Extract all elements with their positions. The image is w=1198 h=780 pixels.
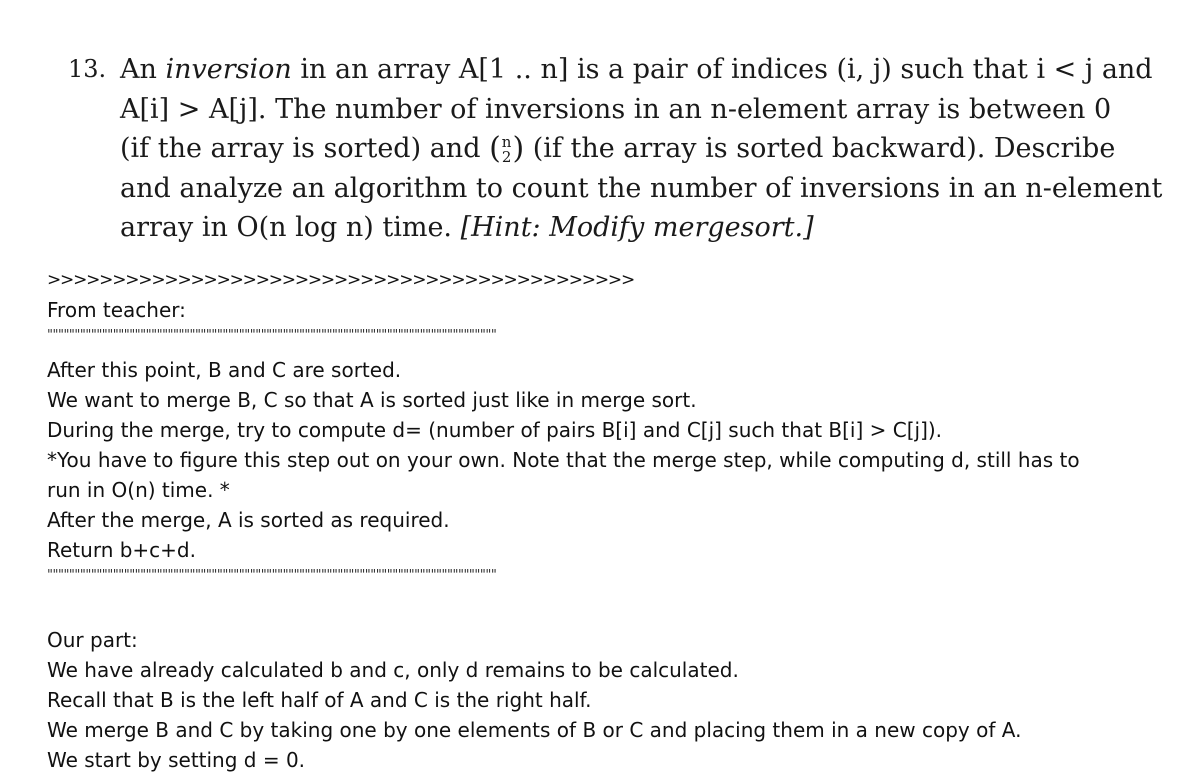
quote-divider-open: """""""""""""""""""""""""""""""""""""""""""""""""""""""""""""""""""""""""""""""""" (47, 328, 497, 343)
teacher-line: Return b+c+d. (47, 538, 196, 562)
problem-number: 13. (68, 55, 107, 83)
our-part-line: We start by setting d = 0. (47, 748, 306, 772)
problem-line-5: array in O(n log n) time. [Hint: Modify mergesort.] (120, 212, 814, 243)
our-part-line: We have already calculated b and c, only d remains to be calculated. (47, 658, 739, 682)
teacher-line: After this point, B and C are sorted. (47, 358, 402, 382)
teacher-line: We want to merge B, C so that A is sorted just like in merge sort. (47, 388, 697, 412)
our-part-heading: Our part: (47, 628, 138, 652)
hint-text: [Hint: Modify mergesort.] (460, 212, 814, 243)
problem-line-3: (if the array is sorted) and ( n 2 ) (if the array is sorted backward). Describe (120, 131, 1116, 166)
problem-line-1: An inversion in an array A[1 .. n] is a pair of indices (i, j) such that i < j and (120, 54, 1153, 85)
binomial-coefficient: ( n 2 ) (489, 131, 525, 166)
our-part-line: Recall that B is the left half of A and C is the right half. (47, 688, 592, 712)
arrow-divider: >>>>>>>>>>>>>>>>>>>>>>>>>>>>>>>>>>>>>>>>>>>>> (47, 270, 634, 290)
teacher-line: run in O(n) time. * (47, 478, 230, 502)
problem-line-4: and analyze an algorithm to count the number of inversions in an n-element (120, 172, 1163, 204)
problem-statement (68, 50, 1163, 248)
teacher-line: After the merge, A is sorted as required. (47, 508, 450, 532)
teacher-line: *You have to figure this step out on your own. Note that the merge step, while computing d, still has to (47, 448, 1080, 472)
teacher-line: During the merge, try to compute d= (number of pairs B[i] and C[j] such that B[i] > C[j]). (47, 418, 943, 442)
inversion-term: inversion (165, 54, 292, 85)
quote-divider-close: """""""""""""""""""""""""""""""""""""""""""""""""""""""""""""""""""""""""""""""""" (47, 568, 497, 583)
from-teacher-heading: From teacher: (47, 298, 186, 322)
problem-body (120, 50, 1163, 248)
our-part-line: We merge B and C by taking one by one elements of B or C and placing them in a new copy of A. (47, 718, 1022, 742)
problem-line-2: A[i] > A[j]. The number of inversions in an n-element array is between 0 (120, 93, 1112, 125)
